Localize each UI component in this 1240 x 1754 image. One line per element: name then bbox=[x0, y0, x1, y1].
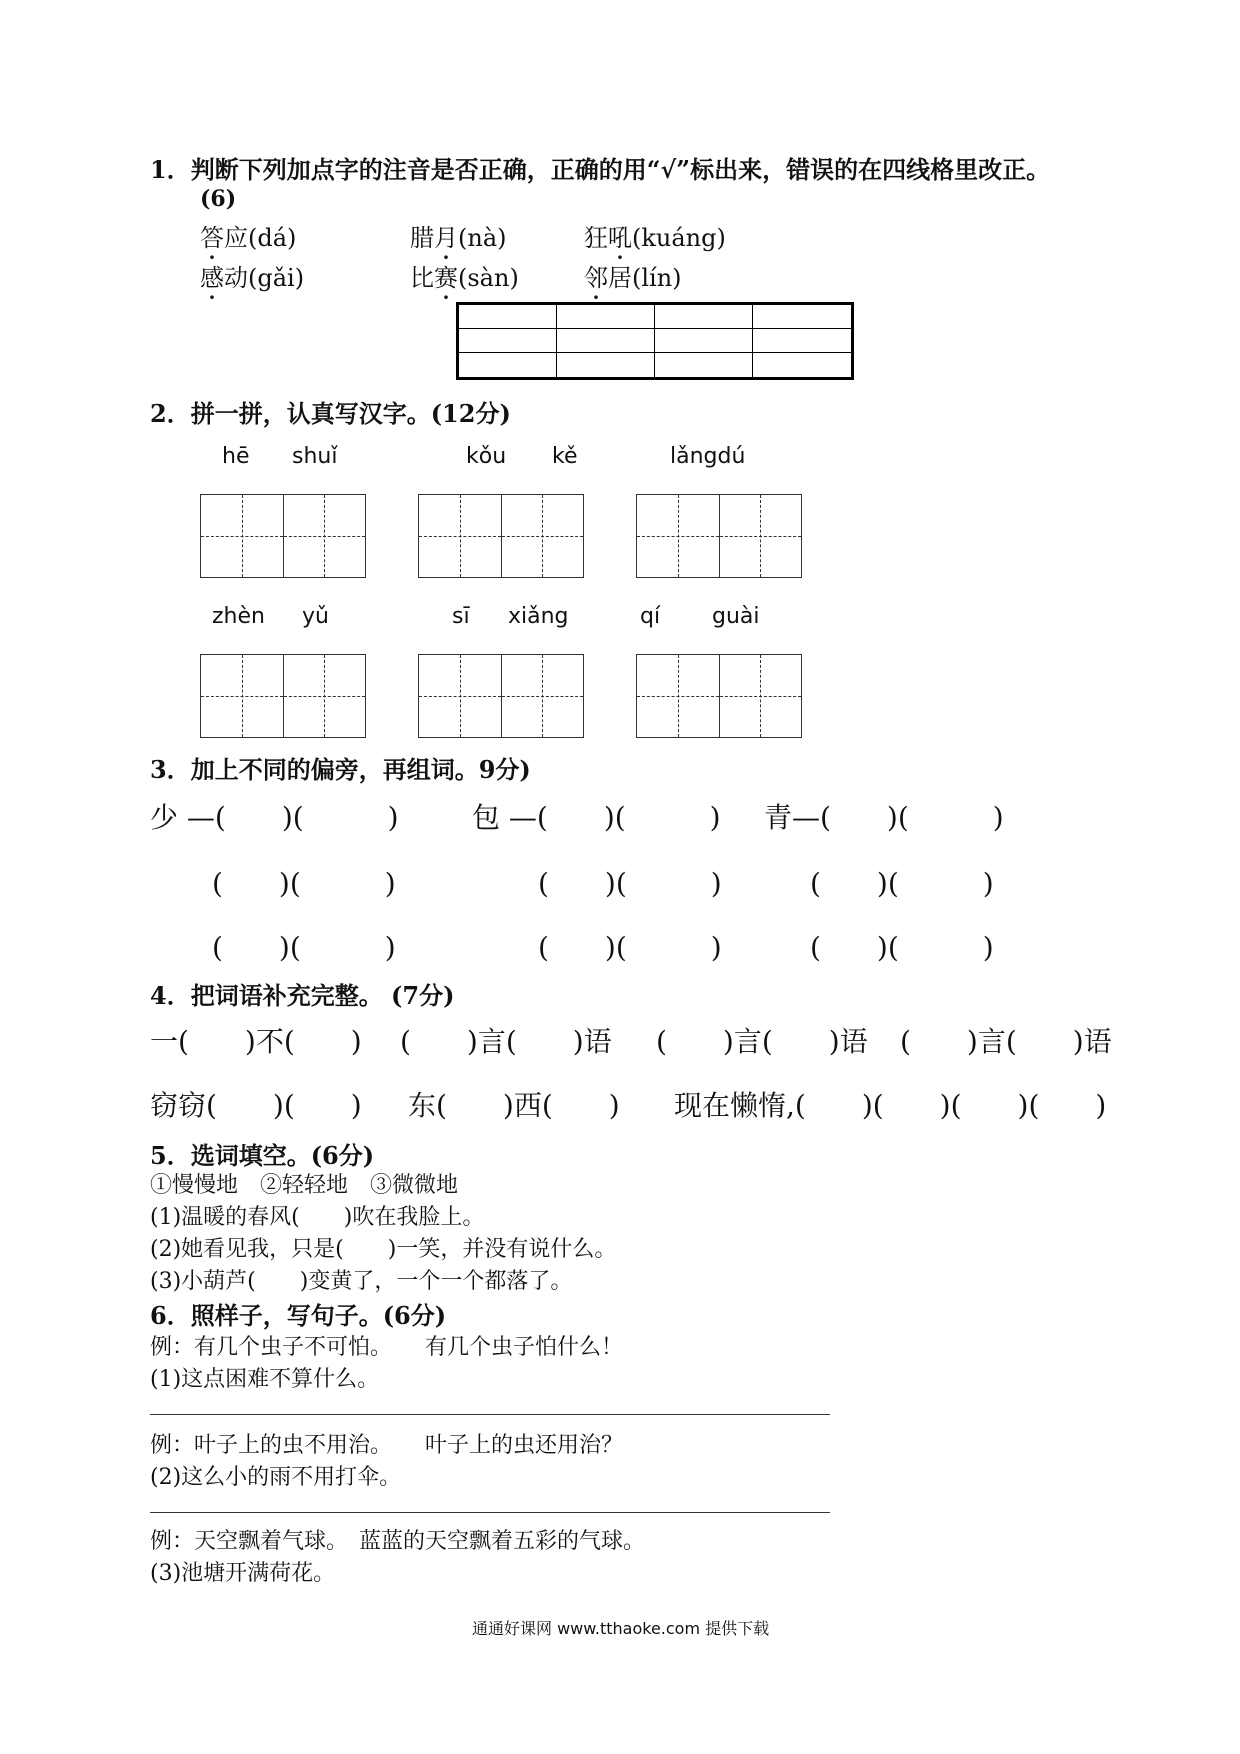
answer-line-2[interactable] bbox=[150, 1512, 830, 1513]
q4-title: 4．把词语补充完整。 (7分) bbox=[150, 981, 455, 1010]
q6-sentence-3: (3)池塘开满荷花。 bbox=[150, 1561, 336, 1586]
pinyin-label: yǔ bbox=[302, 604, 329, 629]
q1-item-4: 感动(gǎi) bbox=[200, 264, 305, 292]
q1-item-2: 腊月(nà) bbox=[410, 224, 507, 252]
q4-row1-item2: ( )言( )语 bbox=[400, 1025, 612, 1058]
q3-row2-col3: ( )( ) bbox=[810, 867, 994, 900]
q4-row2-item3: 现在懒惰,( )( )( )( ) bbox=[674, 1089, 1107, 1122]
q6-title: 6．照样子，写句子。(6分) bbox=[150, 1301, 447, 1330]
pinyin-label: sī bbox=[452, 604, 470, 629]
pinyin-label: zhèn bbox=[212, 604, 265, 629]
q5-item-3: (3)小葫芦( )变黄了，一个一个都落了。 bbox=[150, 1269, 573, 1294]
pinyin-label: kǒu bbox=[466, 444, 507, 469]
q1-item-3: 狂吼(kuáng) bbox=[584, 224, 726, 252]
q3-row1-col3: 青—( )( ) bbox=[764, 801, 1004, 834]
pinyin-label: qí bbox=[640, 604, 661, 629]
q6-sentence-2: (2)这么小的雨不用打伞。 bbox=[150, 1465, 402, 1490]
q1-item-5: 比赛(sàn) bbox=[410, 264, 519, 292]
tianzige-box[interactable] bbox=[418, 494, 584, 578]
q6-sentence-1: (1)这点困难不算什么。 bbox=[150, 1367, 380, 1392]
four-line-grid[interactable] bbox=[456, 302, 854, 380]
q5-item-2: (2)她看见我，只是( )一笑，并没有说什么。 bbox=[150, 1237, 617, 1262]
q5-options: ①慢慢地 ②轻轻地 ③微微地 bbox=[150, 1173, 459, 1198]
q3-row2-col2: ( )( ) bbox=[538, 867, 722, 900]
q3-row2-col1: ( )( ) bbox=[212, 867, 396, 900]
tianzige-box[interactable] bbox=[418, 654, 584, 738]
q3-title: 3．加上不同的偏旁，再组词。9分) bbox=[150, 755, 531, 784]
tianzige-box[interactable] bbox=[636, 654, 802, 738]
pinyin-label: guài bbox=[712, 604, 760, 629]
q1-item-1: 答应(dá) bbox=[200, 224, 297, 252]
q6-example-1: 例：有几个虫子不可怕。 有几个虫子怕什么！ bbox=[150, 1335, 624, 1360]
answer-line-1[interactable] bbox=[150, 1414, 830, 1415]
tianzige-box[interactable] bbox=[636, 494, 802, 578]
footer-credit: 通通好课网 www.tthaoke.com 提供下载 bbox=[472, 1619, 770, 1638]
q4-row2-item1: 窃窃( )( ) bbox=[150, 1089, 362, 1122]
q1-item-6: 邻居(lín) bbox=[584, 264, 682, 292]
q4-row1-item1: 一( )不( ) bbox=[150, 1025, 362, 1058]
pinyin-label: hē bbox=[222, 444, 250, 469]
q3-row3-col1: ( )( ) bbox=[212, 931, 396, 964]
q4-row1-item4: ( )言( )语 bbox=[900, 1025, 1112, 1058]
q5-item-1: (1)温暖的春风( )吹在我脸上。 bbox=[150, 1205, 485, 1230]
q6-example-3: 例：天空飘着气球。 蓝蓝的天空飘着五彩的气球。 bbox=[150, 1529, 646, 1554]
q3-row3-col3: ( )( ) bbox=[810, 931, 994, 964]
tianzige-box[interactable] bbox=[200, 654, 366, 738]
q3-row3-col2: ( )( ) bbox=[538, 931, 722, 964]
pinyin-label: lǎngdú bbox=[670, 444, 746, 469]
q1-score: (6) bbox=[200, 186, 237, 212]
pinyin-label: xiǎng bbox=[508, 604, 569, 629]
q3-row1-col1: 少 —( )( ) bbox=[150, 801, 399, 834]
q1-title: 1．判断下列加点字的注音是否正确，正确的用“√”标出来，错误的在四线格里改正。 bbox=[150, 155, 1051, 184]
q3-row1-col2: 包 —( )( ) bbox=[472, 801, 721, 834]
q4-row1-item3: ( )言( )语 bbox=[656, 1025, 868, 1058]
pinyin-label: kě bbox=[552, 444, 578, 469]
pinyin-label: shuǐ bbox=[292, 444, 338, 469]
q2-title: 2．拼一拼，认真写汉字。(12分) bbox=[150, 399, 511, 428]
q6-example-2: 例：叶子上的虫不用治。 叶子上的虫还用治？ bbox=[150, 1433, 624, 1458]
q4-row2-item2: 东( )西( ) bbox=[408, 1089, 620, 1122]
q5-title: 5．选词填空。(6分) bbox=[150, 1141, 375, 1170]
tianzige-box[interactable] bbox=[200, 494, 366, 578]
